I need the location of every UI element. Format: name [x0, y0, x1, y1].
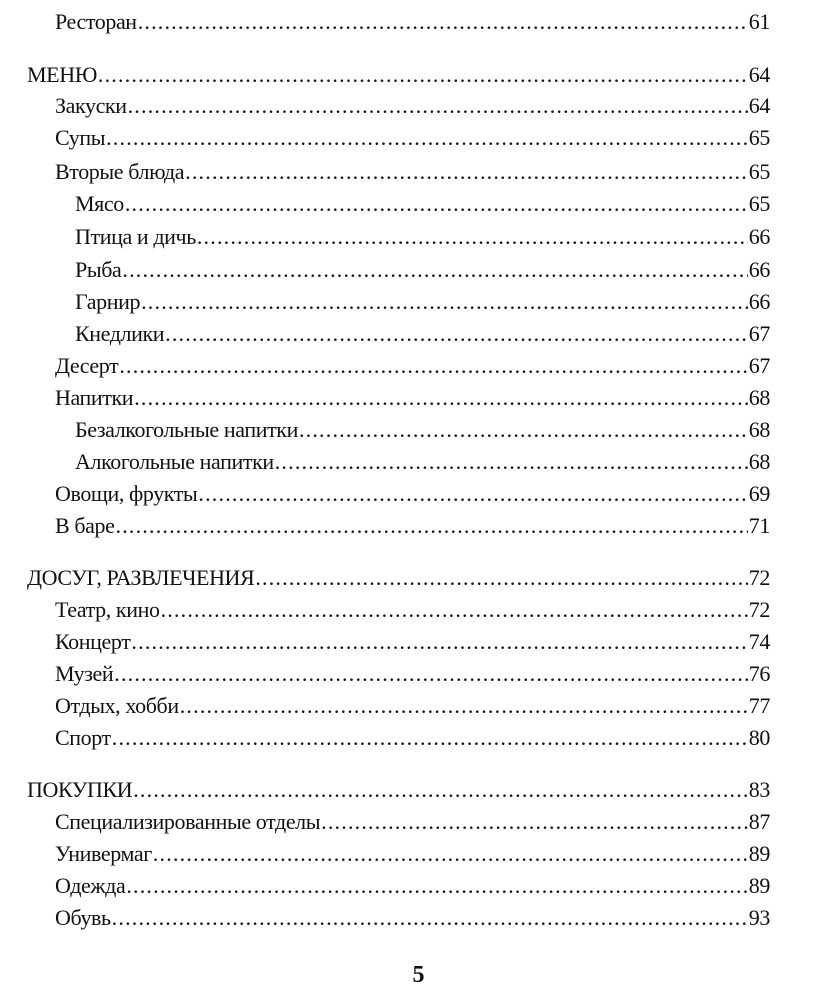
toc-entry-page: 65: [748, 191, 770, 216]
toc-entry: [55, 723, 770, 753]
toc-entry-title: Овощи, фрукты: [55, 481, 198, 506]
toc-entry-page: 67: [748, 353, 770, 378]
toc-entry-title: Одежда: [55, 873, 126, 898]
toc-entry: [55, 479, 770, 509]
dot-leader: [197, 222, 748, 252]
toc-entry: [27, 775, 770, 805]
toc-entry-page: 64: [748, 62, 770, 87]
dot-leader: [112, 903, 748, 933]
toc-entry-page: 72: [748, 565, 770, 590]
toc-entry: [75, 255, 770, 285]
toc-entry-page: 61: [748, 9, 770, 34]
toc-entry-title: Ресторан: [55, 9, 137, 34]
page-number: 5: [412, 962, 425, 988]
dot-leader: [161, 595, 748, 625]
toc-entry: [55, 351, 770, 381]
toc-entry: [55, 157, 770, 187]
dot-leader: [180, 691, 748, 721]
toc-entry-page: 68: [748, 449, 770, 474]
toc-entry: [55, 627, 770, 657]
toc-entry-page: 67: [748, 321, 770, 346]
dot-leader: [185, 157, 748, 187]
toc-entry: [75, 415, 770, 445]
toc-entry: [55, 383, 770, 413]
dot-leader: [275, 447, 748, 477]
dot-leader: [116, 511, 748, 541]
toc-entry: [75, 287, 770, 317]
toc-entry-page: 76: [748, 661, 770, 686]
toc-entry-page: 89: [748, 873, 770, 898]
toc-entry-title: Закуски: [55, 93, 127, 118]
dot-leader: [153, 839, 748, 869]
dot-leader: [321, 807, 748, 837]
dot-leader: [131, 627, 747, 657]
toc-entry-page: 89: [748, 841, 770, 866]
dot-leader: [128, 91, 748, 121]
toc-entry-title: МЕНЮ: [27, 62, 97, 87]
toc-entry-title: Универмаг: [55, 841, 152, 866]
toc-entry-page: 65: [748, 159, 770, 184]
toc-entry-page: 93: [748, 905, 770, 930]
toc-entry-page: 69: [748, 481, 770, 506]
toc-entry-title: Безалкогольные напитки: [75, 417, 298, 442]
toc-entry-page: 74: [748, 629, 770, 654]
dot-leader: [122, 255, 747, 285]
toc-entry: [55, 7, 770, 37]
toc-entry: [75, 319, 770, 349]
toc-entry-page: 71: [748, 513, 770, 538]
toc-entry-title: Рыба: [75, 257, 122, 282]
toc-entry: [55, 659, 770, 689]
dot-leader: [119, 351, 747, 381]
toc-entry-title: Спорт: [55, 725, 111, 750]
dot-leader: [134, 383, 748, 413]
toc-entry-page: 65: [748, 125, 770, 150]
toc-entry-title: Супы: [55, 125, 106, 150]
dot-leader: [133, 775, 748, 805]
toc-entry-title: Отдых, хобби: [55, 693, 179, 718]
toc-entry-title: Мясо: [75, 191, 124, 216]
dot-leader: [112, 723, 748, 753]
dot-leader: [198, 479, 747, 509]
dot-leader: [106, 123, 748, 153]
toc-entry-title: Десерт: [55, 353, 119, 378]
toc-entry: [75, 222, 770, 252]
dot-leader: [299, 415, 748, 445]
toc-entry-title: Птица и дичь: [75, 224, 196, 249]
toc-entry: [55, 91, 770, 121]
dot-leader: [255, 563, 747, 593]
toc-entry-page: 72: [748, 597, 770, 622]
dot-leader: [141, 287, 748, 317]
toc-entry: [55, 595, 770, 625]
toc-entry-title: Гарнир: [75, 289, 141, 314]
toc-entry-title: Напитки: [55, 385, 134, 410]
toc-entry-page: 87: [748, 809, 770, 834]
toc-entry-title: Театр, кино: [55, 597, 160, 622]
dot-leader: [126, 871, 747, 901]
toc-entry-title: ПОКУПКИ: [27, 777, 133, 802]
toc-entry-page: 80: [748, 725, 770, 750]
toc-entry-page: 83: [748, 777, 770, 802]
toc-entry-page: 77: [748, 693, 770, 718]
toc-entry-title: Алкогольные напитки: [75, 449, 274, 474]
toc-entry-title: ДОСУГ, РАЗВЛЕЧЕНИЯ: [27, 565, 255, 590]
toc-entry-title: Концерт: [55, 629, 131, 654]
dot-leader: [98, 60, 748, 90]
toc-entry-page: 66: [748, 224, 770, 249]
toc-entry: [55, 807, 770, 837]
toc-entry: [27, 563, 770, 593]
toc-entry: [55, 839, 770, 869]
toc-entry-title: Специализированные отделы: [55, 809, 321, 834]
toc-entry-page: 66: [748, 257, 770, 282]
toc-entry: [55, 903, 770, 933]
toc-entry-title: Кнедлики: [75, 321, 165, 346]
dot-leader: [125, 189, 748, 219]
toc-entry-page: 68: [748, 417, 770, 442]
toc-entry: [55, 511, 770, 541]
toc-entry-page: 68: [748, 385, 770, 410]
toc-entry: [55, 691, 770, 721]
toc-entry-title: Обувь: [55, 905, 111, 930]
toc-entry-page: 66: [748, 289, 770, 314]
toc-entry: [55, 871, 770, 901]
toc-entry: [75, 189, 770, 219]
toc-entry: [27, 60, 770, 90]
toc-entry-title: В баре: [55, 513, 115, 538]
toc-entry: [75, 447, 770, 477]
dot-leader: [138, 7, 748, 37]
toc-entry: [55, 123, 770, 153]
dot-leader: [114, 659, 748, 689]
dot-leader: [165, 319, 748, 349]
toc-entry-title: Вторые блюда: [55, 159, 185, 184]
toc-entry-page: 64: [748, 93, 770, 118]
toc-entry-title: Музей: [55, 661, 114, 686]
